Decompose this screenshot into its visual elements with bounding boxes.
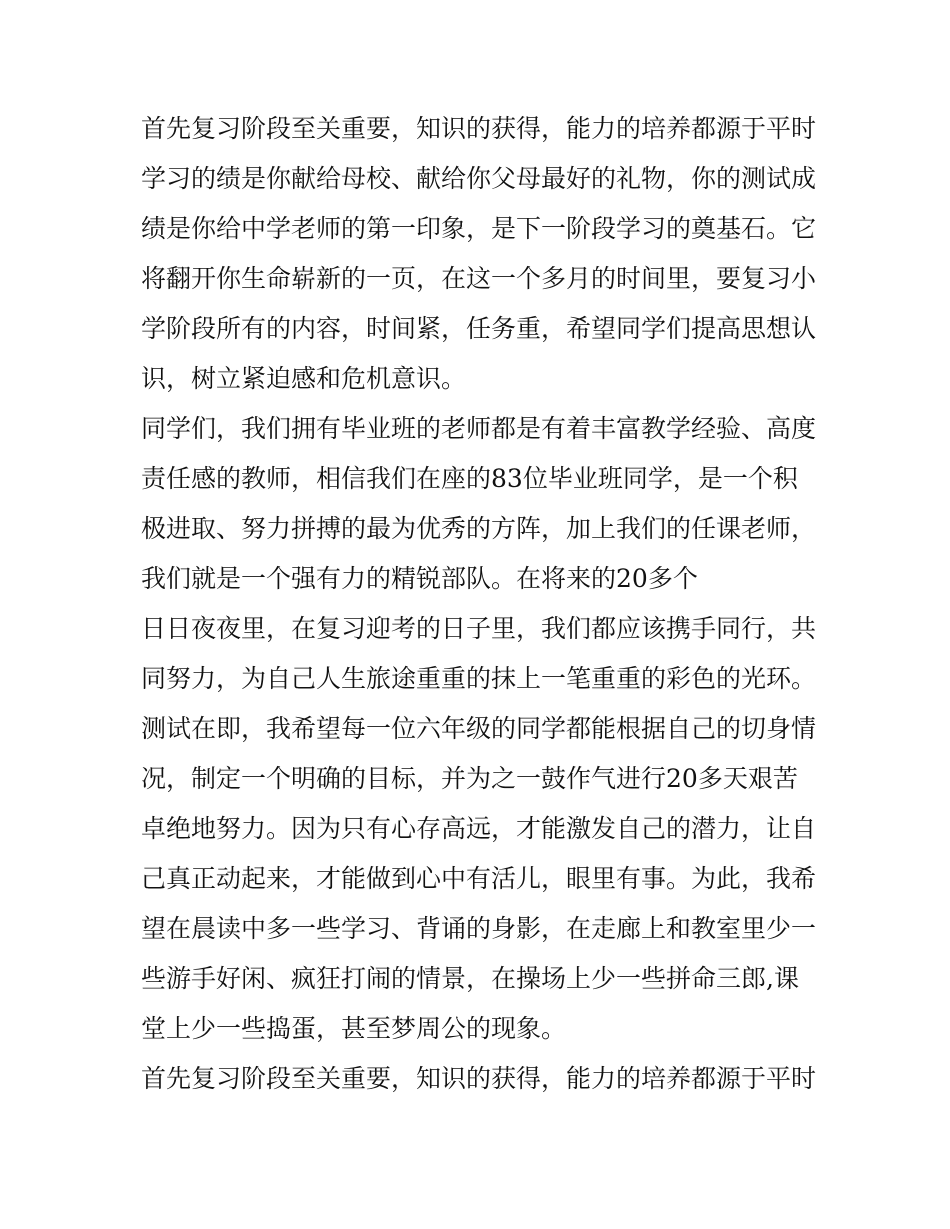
text-line: 识，树立紧迫感和危机意识。 [141, 364, 467, 393]
text-line: 我们就是一个强有力的精锐部队。在将来的20多个 [141, 564, 698, 593]
text-line: 些游手好闲、疯狂打闹的情景，在操场上少一些拼命三郎,课 [141, 964, 799, 993]
text-line: 同学们，我们拥有毕业班的老师都是有着丰富教学经验、高度 [141, 414, 817, 443]
text-line: 测试在即，我希望每一位六年级的同学都能根据自己的切身情 [141, 714, 817, 743]
text-line: 堂上少一些捣蛋，甚至梦周公的现象。 [141, 1014, 567, 1043]
text-line: 卓绝地努力。因为只有心存高远，才能激发自己的潜力，让自 [141, 814, 817, 843]
text-line: 首先复习阶段至关重要，知识的获得，能力的培养都源于平时 [141, 114, 817, 143]
text-line: 极进取、努力拼搏的最为优秀的方阵，加上我们的任课老师， [141, 514, 817, 543]
text-line: 望在晨读中多一些学习、背诵的身影，在走廊上和教室里少一 [141, 914, 817, 943]
text-line: 学习的绩是你献给母校、献给你父母最好的礼物，你的测试成 [141, 164, 817, 193]
text-line: 绩是你给中学老师的第一印象，是下一阶段学习的奠基石。它 [141, 214, 817, 243]
text-line: 况，制定一个明确的目标，并为之一鼓作气进行20多天艰苦 [141, 764, 798, 793]
text-line: 责任感的教师，相信我们在座的83位毕业班同学，是一个积 [141, 464, 798, 493]
text-line: 学阶段所有的内容，时间紧，任务重，希望同学们提高思想认 [141, 314, 817, 343]
text-line: 将翻开你生命崭新的一页，在这一个多月的时间里，要复习小 [141, 264, 817, 293]
text-line: 日日夜夜里，在复习迎考的日子里，我们都应该携手同行，共 [141, 614, 817, 643]
text-line: 首先复习阶段至关重要，知识的获得，能力的培养都源于平时 [141, 1064, 817, 1093]
text-line: 同努力，为自己人生旅途重重的抹上一笔重重的彩色的光环。 [141, 664, 817, 693]
document-body [141, 104, 821, 1104]
text-line: 己真正动起来，才能做到心中有活儿，眼里有事。为此，我希 [141, 864, 817, 893]
